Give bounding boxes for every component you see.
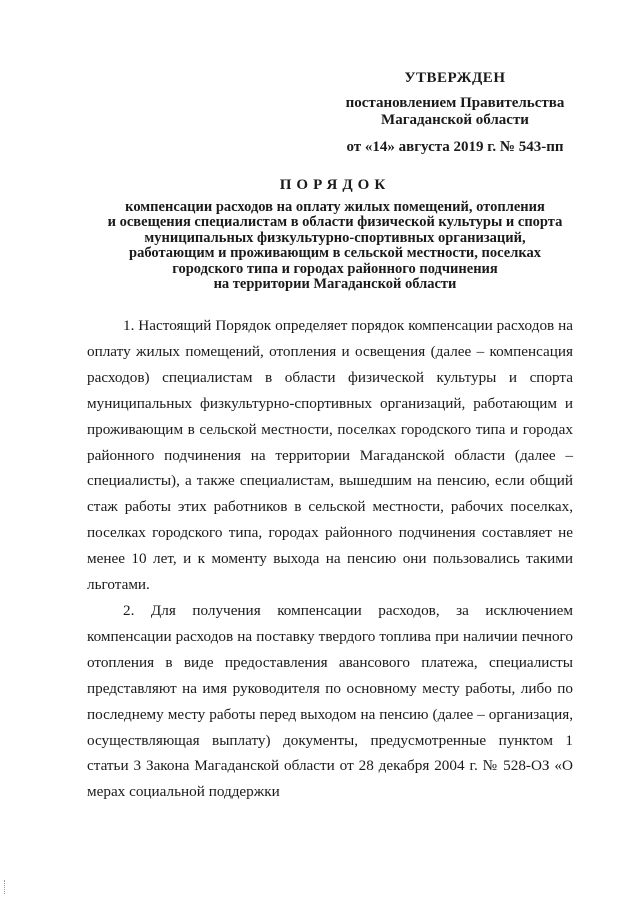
document-title-block	[80, 178, 590, 293]
paragraph-2: 2. Для получения компенсации расходов, за исключением компенсации расходов на поставку твердого топлива при наличии печного отопления в виде предоставления авансового платежа, специалисты представляют на имя руководителя по основному месту работы, либо по последнему месту работы перед выходом на пенсию (далее – организация, осуществляющая выплату) документы, предусмотренные пунктом 1 статьи 3 Закона Магаданской области от 28 декабря 2004 г. № 528-ОЗ «О мерах социальной поддержки	[87, 601, 573, 801]
subtitle-line: работающим и проживающим в сельской местности, поселках	[129, 245, 541, 261]
subtitle-line: муниципальных физкультурно-спортивных организаций,	[144, 229, 526, 246]
approval-line-1: постановлением Правительства	[345, 95, 565, 111]
subtitle-line: компенсации расходов на оплату жилых помещений, отопления	[125, 198, 545, 215]
approval-stamp	[330, 70, 580, 156]
scan-artifact	[4, 880, 11, 894]
document-title: ПОРЯДОК	[279, 177, 391, 193]
paragraph-1: 1. Настоящий Порядок определяет порядок компенсации расходов на оплату жилых помещений, отопления и освещения (далее – компенсация расходов) специалистам в области физической культуры и спорта муниципальных физкультурно-спортивных организаций, работающим и проживающим в сельской местности, поселках городского типа и городах районного подчинения на территории Магаданской области (далее – специалисты), а также специалистам, вышедшим на пенсию, если общий стаж работы этих работников в сельской местности, рабочих поселках, поселках городского типа, городах районного подчинения составляет не менее 10 лет, и к моменту выхода на пенсию они пользовались такими льготами.	[87, 317, 573, 594]
approval-date: от «14» августа 2019 г. № 543-пп	[346, 139, 564, 155]
approval-heading: УТВЕРЖДЕН	[404, 70, 506, 86]
subtitle-line: городского типа и городах районного подчинения	[172, 260, 498, 277]
subtitle-line: на территории Магаданской области	[213, 276, 457, 292]
subtitle-line: и освещения специалистам в области физической культуры и спорта	[107, 214, 563, 230]
document-body	[87, 313, 573, 805]
approval-line-2: Магаданской области	[381, 112, 529, 128]
